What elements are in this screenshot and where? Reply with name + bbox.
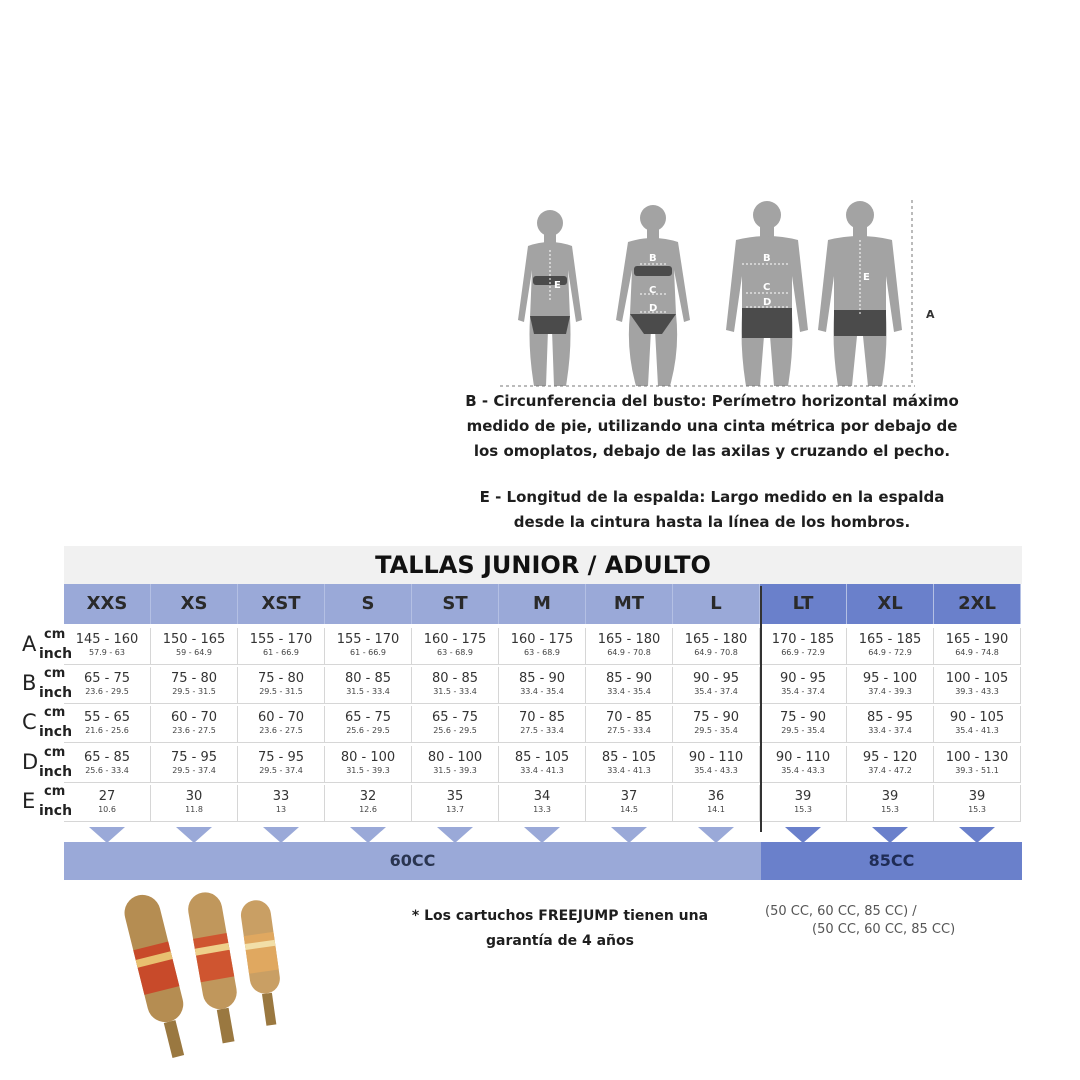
fig-label-c2: C [763, 282, 771, 293]
table-row [64, 628, 1022, 665]
table-cell [760, 746, 847, 783]
table-cell [586, 628, 673, 665]
table-cell [325, 706, 412, 743]
table-cell [673, 746, 760, 783]
warranty-note: * Los cartuchos FREEJUMP tienen una garantía de 4 años [411, 908, 709, 949]
size-arrow [698, 827, 734, 843]
table-cell [325, 785, 412, 822]
cell-cm-value: 65 - 85 [83, 750, 131, 765]
cell-cm-value: 27 [98, 789, 116, 804]
cell-inch-value: 25.6 - 29.5 [346, 726, 390, 735]
row-letter: D [22, 750, 39, 774]
cell-inch-value: 12.6 [359, 805, 377, 814]
table-row [64, 706, 1022, 743]
table-cell [64, 628, 151, 665]
cell-inch-value: 35.4 - 43.3 [781, 766, 825, 775]
cell-cm-value: 80 - 100 [340, 750, 396, 765]
cell-cm-value: 60 - 70 [257, 710, 305, 725]
cell-cm-value: 39 [794, 789, 812, 804]
size-arrow [89, 827, 125, 843]
size-header-xxs: XXS [64, 584, 151, 624]
cell-inch-value: 61 - 66.9 [263, 648, 299, 657]
cell-cm-value: 39 [881, 789, 899, 804]
table-cell [499, 706, 586, 743]
size-header-st: ST [412, 584, 499, 624]
table-cell [586, 667, 673, 704]
fig-label-e2: E [863, 272, 870, 283]
size-arrow [872, 827, 908, 843]
table-cell [847, 785, 934, 822]
table-cell [412, 667, 499, 704]
cell-cm-value: 100 - 130 [945, 750, 1009, 765]
cell-inch-value: 14.1 [707, 805, 725, 814]
cell-inch-value: 14.5 [620, 805, 638, 814]
cell-cm-value: 165 - 180 [684, 632, 748, 647]
table-cell [499, 667, 586, 704]
cell-cm-value: 85 - 105 [601, 750, 657, 765]
cell-cm-value: 39 [968, 789, 986, 804]
cell-cm-value: 75 - 95 [170, 750, 218, 765]
bust-description: B - Circunferencia del busto: Perímetro horizontal máximo medido de pie, utilizando una cinta métrica por debajo de los omoplatos, debajo de las axilas y cruzando el pecho. [465, 392, 959, 460]
size-arrow [176, 827, 212, 843]
cell-inch-value: 29.5 - 35.4 [694, 726, 738, 735]
cell-inch-value: 23.6 - 29.5 [85, 687, 129, 696]
fig-label-d1: D [649, 303, 658, 314]
table-cell [760, 628, 847, 665]
table-cell [325, 667, 412, 704]
cell-inch-value: 25.6 - 29.5 [433, 726, 477, 735]
table-cell [325, 628, 412, 665]
fig-label-b2: B [763, 253, 771, 264]
cell-inch-value: 29.5 - 35.4 [781, 726, 825, 735]
table-cell [586, 785, 673, 822]
table-cell [934, 746, 1021, 783]
cell-inch-value: 29.5 - 37.4 [259, 766, 303, 775]
unit-inch: inch [39, 646, 73, 662]
cell-cm-value: 60 - 70 [170, 710, 218, 725]
cc-sizes-line-2: (50 CC, 60 CC, 85 CC) [812, 922, 956, 937]
fig-label-d2: D [763, 297, 772, 308]
size-table-title: TALLAS JUNIOR / ADULTO [64, 546, 1022, 584]
cell-cm-value: 75 - 80 [170, 671, 218, 686]
cell-inch-value: 35.4 - 41.3 [955, 726, 999, 735]
cell-cm-value: 65 - 75 [431, 710, 479, 725]
table-cell [325, 746, 412, 783]
cell-inch-value: 33.4 - 41.3 [607, 766, 651, 775]
cell-inch-value: 15.3 [794, 805, 812, 814]
cell-cm-value: 155 - 170 [249, 632, 313, 647]
table-cell [238, 706, 325, 743]
size-header-xst: XST [238, 584, 325, 624]
cc-sizes-line-1: (50 CC, 60 CC, 85 CC) / [765, 904, 917, 919]
cell-cm-value: 34 [533, 789, 551, 804]
cell-inch-value: 31.5 - 33.4 [346, 687, 390, 696]
cell-cm-value: 75 - 95 [257, 750, 305, 765]
table-cell [499, 628, 586, 665]
size-header-l: L [673, 584, 760, 624]
row-letter: E [22, 789, 36, 813]
table-cell [586, 706, 673, 743]
cell-inch-value: 35.4 - 43.3 [694, 766, 738, 775]
cell-cm-value: 85 - 95 [866, 710, 914, 725]
cell-cm-value: 33 [272, 789, 290, 804]
table-row [64, 746, 1022, 783]
unit-inch: inch [39, 685, 73, 701]
cell-cm-value: 65 - 75 [344, 710, 392, 725]
cell-inch-value: 63 - 68.9 [524, 648, 560, 657]
cell-cm-value: 37 [620, 789, 638, 804]
row-letter: C [22, 710, 37, 734]
table-cell [412, 746, 499, 783]
table-cell [64, 667, 151, 704]
cell-cm-value: 70 - 85 [518, 710, 566, 725]
cell-cm-value: 155 - 170 [336, 632, 400, 647]
size-arrow [350, 827, 386, 843]
unit-cm: cm [44, 666, 66, 681]
cell-cm-value: 95 - 120 [862, 750, 918, 765]
cell-inch-value: 37.4 - 47.2 [868, 766, 912, 775]
cell-inch-value: 31.5 - 39.3 [433, 766, 477, 775]
cell-inch-value: 64.9 - 74.8 [955, 648, 999, 657]
unit-inch: inch [39, 724, 73, 740]
size-arrow [524, 827, 560, 843]
table-cell [673, 628, 760, 665]
cell-cm-value: 165 - 190 [945, 632, 1009, 647]
table-cell [412, 628, 499, 665]
cell-inch-value: 35.4 - 37.4 [694, 687, 738, 696]
table-row [64, 785, 1022, 822]
cell-inch-value: 61 - 66.9 [350, 648, 386, 657]
fig-label-e1: E [554, 280, 561, 291]
cartridge-60cc-band: 60CC [64, 842, 761, 880]
size-header-mt: MT [586, 584, 673, 624]
table-cell [64, 706, 151, 743]
fig-label-c1: C [649, 285, 657, 296]
cell-cm-value: 30 [185, 789, 203, 804]
size-header-row [64, 584, 1022, 624]
table-cell [151, 785, 238, 822]
size-header-lt: LT [760, 584, 847, 624]
size-header-xl: XL [847, 584, 934, 624]
cell-inch-value: 29.5 - 37.4 [172, 766, 216, 775]
cell-cm-value: 80 - 85 [431, 671, 479, 686]
table-cell [586, 746, 673, 783]
table-cell [673, 667, 760, 704]
cell-cm-value: 85 - 90 [605, 671, 653, 686]
table-cell [151, 667, 238, 704]
table-cell [151, 706, 238, 743]
cell-inch-value: 37.4 - 39.3 [868, 687, 912, 696]
cell-cm-value: 75 - 80 [257, 671, 305, 686]
cell-inch-value: 33.4 - 35.4 [607, 687, 651, 696]
cell-cm-value: 85 - 90 [518, 671, 566, 686]
cell-inch-value: 13.3 [533, 805, 551, 814]
cell-cm-value: 90 - 95 [779, 671, 827, 686]
cell-inch-value: 59 - 64.9 [176, 648, 212, 657]
cell-cm-value: 75 - 90 [692, 710, 740, 725]
cell-inch-value: 23.6 - 27.5 [259, 726, 303, 735]
size-arrow [437, 827, 473, 843]
cell-inch-value: 13.7 [446, 805, 464, 814]
unit-cm: cm [44, 745, 66, 760]
table-cell [499, 746, 586, 783]
cell-inch-value: 21.6 - 25.6 [85, 726, 129, 735]
cell-inch-value: 15.3 [968, 805, 986, 814]
table-cell [847, 706, 934, 743]
table-cell [238, 667, 325, 704]
table-cell [412, 785, 499, 822]
cell-cm-value: 160 - 175 [510, 632, 574, 647]
table-cell [673, 785, 760, 822]
cell-cm-value: 165 - 185 [858, 632, 922, 647]
cell-cm-value: 90 - 110 [688, 750, 744, 765]
cell-cm-value: 55 - 65 [83, 710, 131, 725]
cell-cm-value: 165 - 180 [597, 632, 661, 647]
cell-inch-value: 35.4 - 37.4 [781, 687, 825, 696]
row-letter: A [22, 632, 37, 656]
cell-cm-value: 36 [707, 789, 725, 804]
size-arrow [785, 827, 821, 843]
table-cell [934, 785, 1021, 822]
table-cell [151, 746, 238, 783]
size-header-2xl: 2XL [934, 584, 1021, 624]
cell-inch-value: 29.5 - 31.5 [172, 687, 216, 696]
size-arrow [263, 827, 299, 843]
cell-cm-value: 160 - 175 [423, 632, 487, 647]
unit-inch: inch [39, 803, 73, 819]
size-header-s: S [325, 584, 412, 624]
cell-cm-value: 95 - 100 [862, 671, 918, 686]
cell-inch-value: 25.6 - 33.4 [85, 766, 129, 775]
co2-cartridges-image [118, 885, 318, 1070]
body-measurement-figures [490, 190, 950, 390]
table-cell [64, 785, 151, 822]
cell-inch-value: 64.9 - 72.9 [868, 648, 912, 657]
table-cell [847, 746, 934, 783]
table-cell [934, 628, 1021, 665]
cell-inch-value: 27.5 - 33.4 [607, 726, 651, 735]
cell-inch-value: 10.6 [98, 805, 116, 814]
row-letter: B [22, 671, 37, 695]
table-cell [934, 667, 1021, 704]
table-cell [760, 706, 847, 743]
back-length-description: E - Longitud de la espalda: Largo medido en la espalda desde la cintura hasta la línea de los hombros. [479, 488, 945, 531]
size-header-xs: XS [151, 584, 238, 624]
cell-cm-value: 32 [359, 789, 377, 804]
cell-cm-value: 85 - 105 [514, 750, 570, 765]
size-arrow [611, 827, 647, 843]
cell-cm-value: 170 - 185 [771, 632, 835, 647]
table-cell [499, 785, 586, 822]
cell-cm-value: 75 - 90 [779, 710, 827, 725]
cell-inch-value: 39.3 - 51.1 [955, 766, 999, 775]
table-cell [760, 785, 847, 822]
cell-cm-value: 80 - 100 [427, 750, 483, 765]
junior-adult-divider [760, 586, 762, 832]
table-cell [238, 628, 325, 665]
table-cell [847, 667, 934, 704]
cell-cm-value: 90 - 110 [775, 750, 831, 765]
cell-inch-value: 64.9 - 70.8 [694, 648, 738, 657]
unit-cm: cm [44, 705, 66, 720]
cell-cm-value: 145 - 160 [75, 632, 139, 647]
table-cell [238, 785, 325, 822]
cell-inch-value: 57.9 - 63 [89, 648, 125, 657]
cell-cm-value: 150 - 165 [162, 632, 226, 647]
size-header-m: M [499, 584, 586, 624]
cell-inch-value: 31.5 - 39.3 [346, 766, 390, 775]
cell-inch-value: 31.5 - 33.4 [433, 687, 477, 696]
size-arrow [959, 827, 995, 843]
cell-cm-value: 90 - 95 [692, 671, 740, 686]
unit-cm: cm [44, 627, 66, 642]
cell-cm-value: 90 - 105 [949, 710, 1005, 725]
cell-inch-value: 11.8 [185, 805, 203, 814]
table-cell [64, 746, 151, 783]
cartridge-85cc-band: 85CC [761, 842, 1022, 880]
cell-inch-value: 23.6 - 27.5 [172, 726, 216, 735]
table-cell [238, 746, 325, 783]
table-cell [412, 706, 499, 743]
fig-label-a: A [926, 308, 935, 321]
table-cell [673, 706, 760, 743]
table-cell [760, 667, 847, 704]
cell-inch-value: 29.5 - 31.5 [259, 687, 303, 696]
unit-inch: inch [39, 764, 73, 780]
table-cell [151, 628, 238, 665]
cell-inch-value: 63 - 68.9 [437, 648, 473, 657]
cell-inch-value: 15.3 [881, 805, 899, 814]
cell-inch-value: 66.9 - 72.9 [781, 648, 825, 657]
cell-cm-value: 100 - 105 [945, 671, 1009, 686]
cell-inch-value: 33.4 - 37.4 [868, 726, 912, 735]
cell-cm-value: 65 - 75 [83, 671, 131, 686]
cell-inch-value: 27.5 - 33.4 [520, 726, 564, 735]
table-cell [847, 628, 934, 665]
cell-cm-value: 80 - 85 [344, 671, 392, 686]
cell-cm-value: 70 - 85 [605, 710, 653, 725]
cell-inch-value: 33.4 - 35.4 [520, 687, 564, 696]
table-cell [934, 706, 1021, 743]
fig-label-b1: B [649, 253, 657, 264]
cell-inch-value: 64.9 - 70.8 [607, 648, 651, 657]
cell-inch-value: 39.3 - 43.3 [955, 687, 999, 696]
cell-inch-value: 33.4 - 41.3 [520, 766, 564, 775]
cell-cm-value: 35 [446, 789, 464, 804]
unit-cm: cm [44, 784, 66, 799]
table-row [64, 667, 1022, 704]
cell-inch-value: 13 [275, 805, 287, 814]
